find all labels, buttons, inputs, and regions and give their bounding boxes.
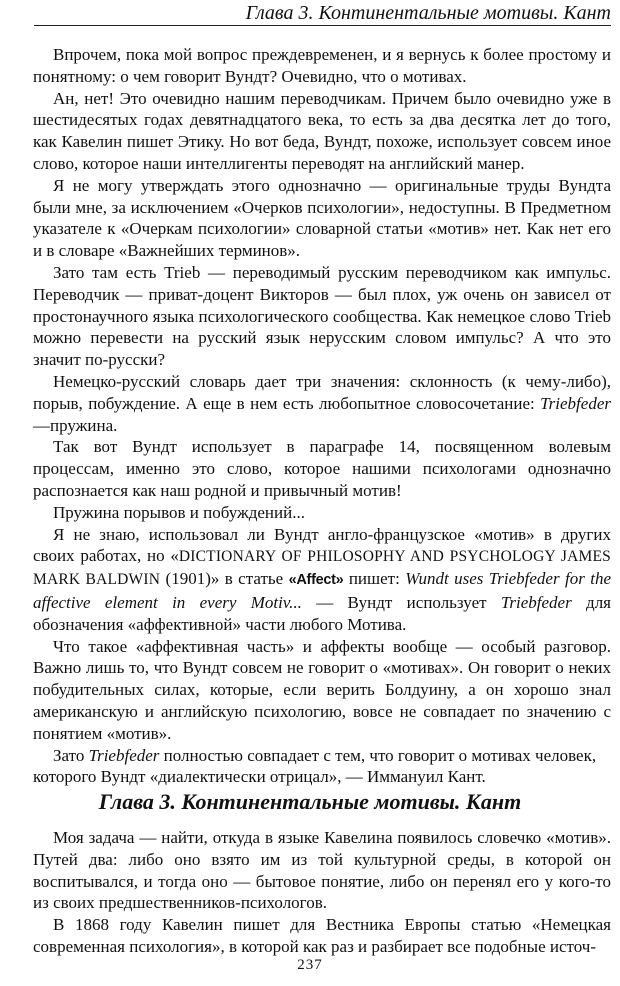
running-head: Глава 3. Континентальные мотивы. Кант	[245, 2, 611, 24]
paragraph-2: Ан, нет! Это очевидно нашим переводчикам. Причем было очевидно уже в шестидесятых годах девятнадцатого века, то есть за два десятка лет до того, как Кавелин пишет Этику. Но вот беда, Вундт, похоже, использует совсем иное слово, которое наши интеллигенты переводят на английский манер.	[33, 88, 611, 173]
paragraph-3: Я не могу утверждать этого однозначно — оригинальные труды Вундта были мне, за исключением «Очерков психологии», недоступны. В Предметном указателе к «Очеркам психологии» словарной статьи «мотив» нет. Как нет его и в словаре «Важнейших терминов».	[33, 175, 611, 261]
term-triebfeder: Triebfeder	[540, 393, 611, 413]
header-rule	[34, 25, 611, 26]
term-triebfeder: Triebfeder	[500, 592, 572, 612]
paragraph-8-a: Я не знаю, использовал ли Вундт англо-французское «мотив» в других своих работах, но «	[33, 524, 611, 566]
paragraph-10-b: полностью совпадает с тем, что говорит о мотивах человек, которого Вундт «диалектически отрицал», — Иммануил Кант.	[33, 745, 597, 787]
paragraph-5	[33, 371, 611, 436]
body-text	[33, 44, 611, 788]
paragraph-8-d: — Вундт использует	[301, 592, 501, 612]
dictionary-title: DICTIONARY OF PHILOSOPHY AND PSYCHOLOGY JAMES MARK BALDWIN	[33, 548, 611, 589]
chapter-paragraph-2: В 1868 году Кавелин пишет для Вестника Европы статью «Немецкая современная психология», в которой как раз и разбирает все подобные источ-	[33, 915, 611, 956]
paragraph-4: Зато там есть Trieb — переводимый русским переводчиком как импульс. Переводчик — приват-доцент Викторов — был плох, уж очень он зависел от простонаучного языка психологического сообщества. Как немецкое слово Trieb можно перевести на русский язык нерусским словом импульс? А что это значит по-русски?	[33, 262, 611, 370]
page-number: 237	[297, 957, 323, 973]
paragraph-8-c: пишет:	[343, 569, 406, 589]
paragraph-8-b: (1901)» в статье	[160, 569, 289, 589]
chapter-paragraph-1: Моя задача — найти, откуда в языке Кавелина появилось словечко «мотив». Путей два: либо оно взято им из той культурной среды, в которой он воспитывался, и тогда оно — бытовое понятие, либо он перенял его у кого-то из своих предшественников-психологов.	[33, 828, 611, 913]
paragraph-5-tail: —пружина.	[33, 415, 118, 435]
paragraph-7: Пружина порывов и побуждений...	[53, 502, 305, 522]
paragraph-1: Впрочем, пока мой вопрос преждевременен, и я вернусь к более простому и понятному: о чем говорит Вундт? Очевидно, что о мотивах.	[33, 45, 611, 86]
term-triebfeder: Triebfeder	[88, 745, 160, 765]
paragraph-6: Так вот Вундт использует в параграфе 14, посвященном волевым процессам, именно это слово, которое нашими психологами однозначно распознается как наш родной и привычный мотив!	[33, 437, 611, 500]
paragraph-9: Что такое «аффективная часть» и аффекты вообще — особый разговор. Важно лишь то, что Вундт совсем не говорит о «мотивах». Он говорит о неких побудительных силах, которые, если верить Болдуину, а он хорошо знал американскую и английскую психологию, вовсе не совпадает по значению с понятием «мотив».	[33, 636, 611, 743]
english-quote: Wundt uses Triebfeder for the affective element in every Motiv...	[33, 569, 612, 612]
chapter-title: Глава 3. Континентальные мотивы. Кант	[98, 789, 522, 814]
paragraph-5-text: Немецко-русский словарь дает три значения: склонность (к чему-либо), порыв, побуждение. А еще в нем есть любопытное словосочетание:	[33, 371, 611, 413]
paragraph-10-a: Зато	[53, 745, 89, 765]
entry-affect: «Affect»	[288, 572, 344, 589]
chapter-text	[33, 827, 611, 958]
paragraph-10	[33, 745, 611, 789]
paragraph-8	[33, 524, 611, 636]
paragraph-8-e: для обозначения «аффективной» части любого Мотива.	[33, 592, 611, 634]
